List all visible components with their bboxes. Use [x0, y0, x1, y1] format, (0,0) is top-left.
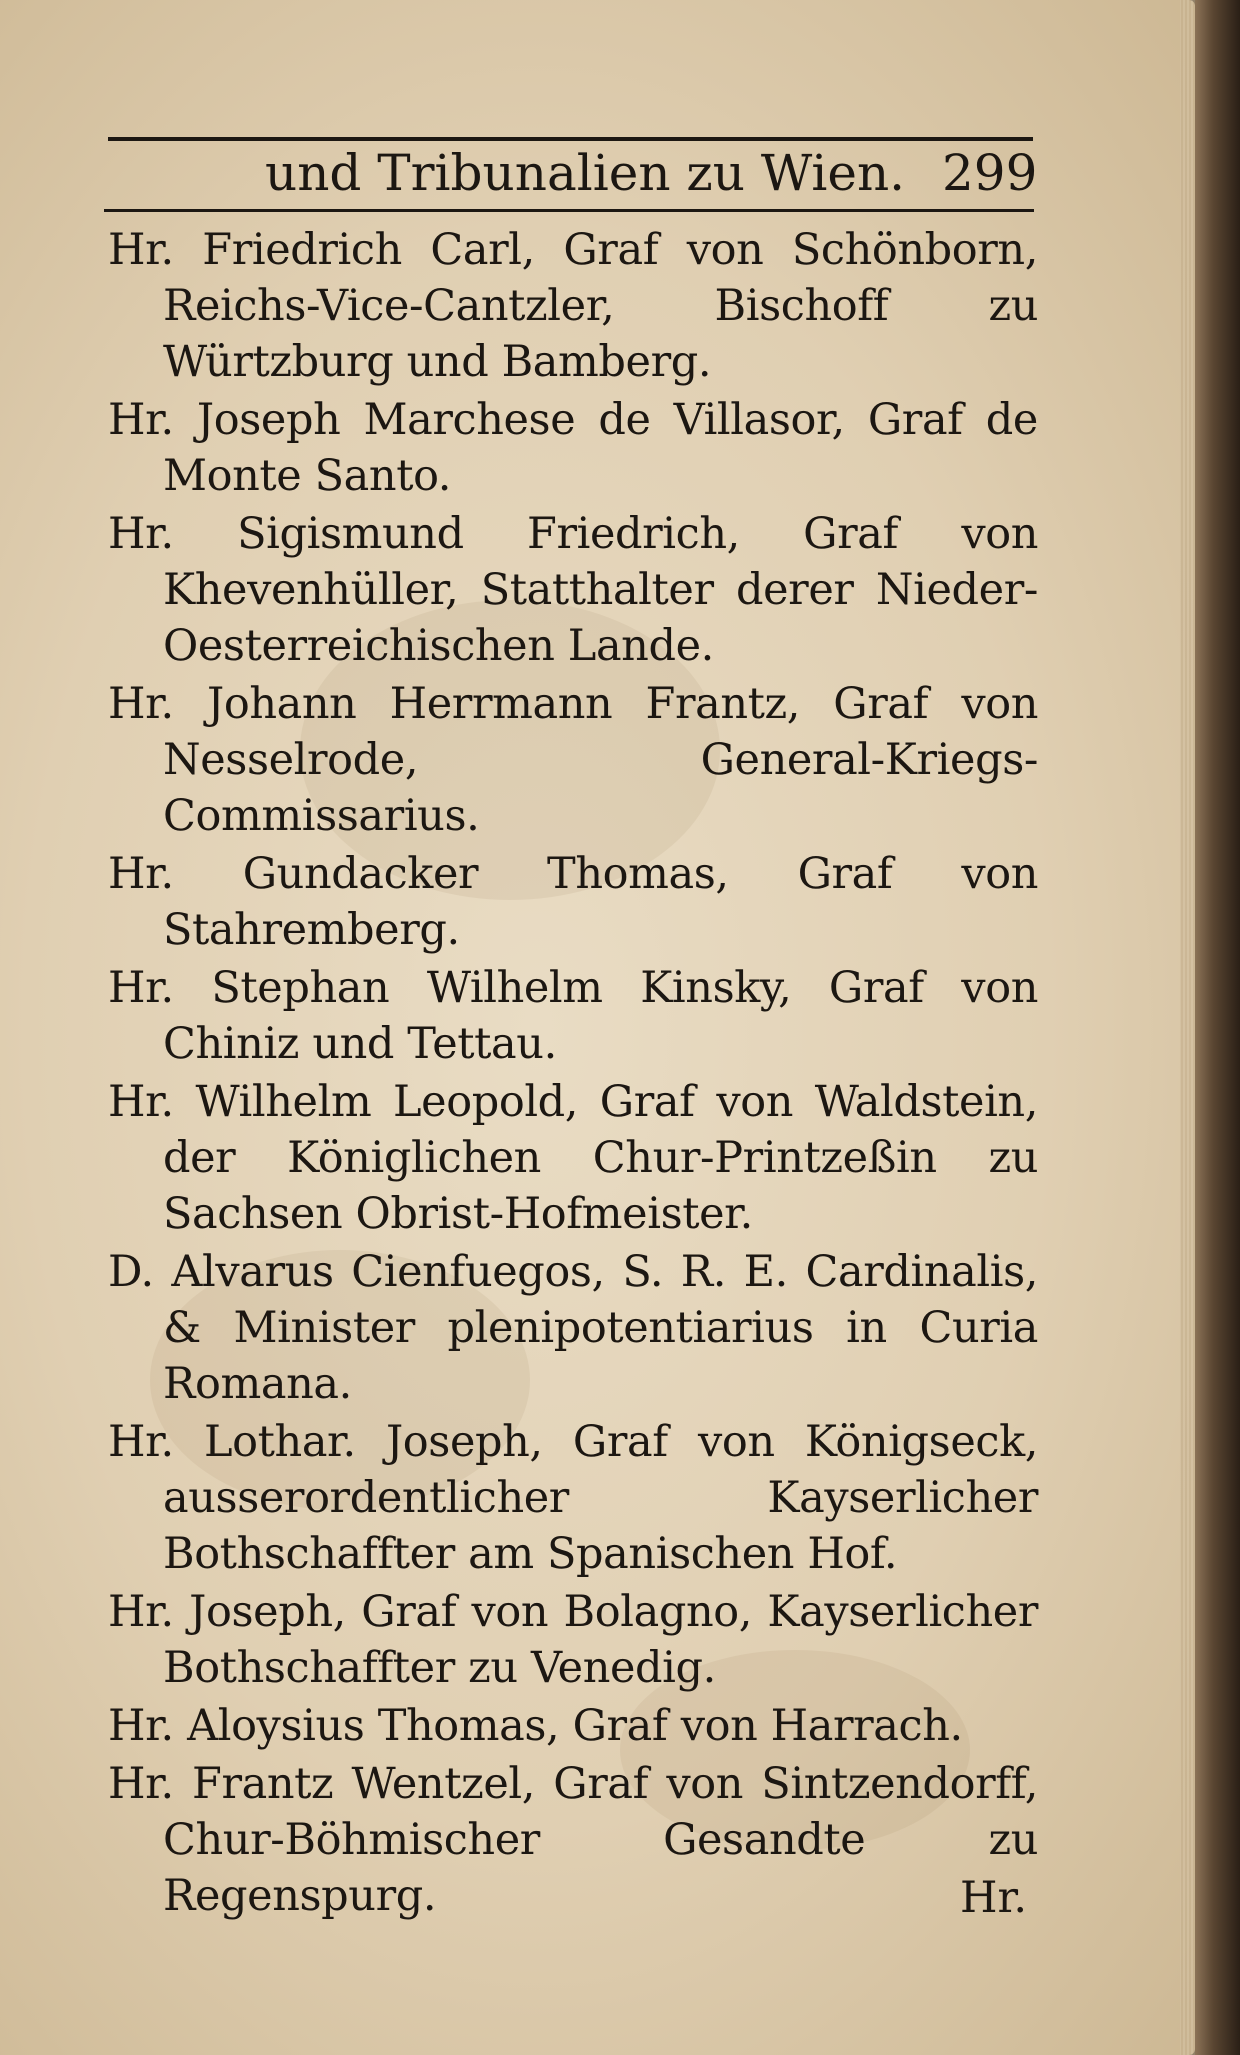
- running-header: und Tribunalien zu Wien.: [265, 144, 906, 202]
- list-item: Hr. Sigismund Friedrich, Graf von Khevenhüller, Statthalter derer Nieder-Oesterreichischen Lande.: [108, 509, 1038, 671]
- list-item: Hr. Gundacker Thomas, Graf von Stahremberg.: [108, 849, 1038, 955]
- book-spine-shadow: [1195, 0, 1240, 2055]
- list-item: Hr. Johann Herrmann Frantz, Graf von Nesselrode, General-Kriegs-Commissarius.: [108, 679, 1038, 841]
- list-item: Hr. Wilhelm Leopold, Graf von Waldstein, der Königlichen Chur-Printzeßin zu Sachsen Obrist-Hofmeister.: [108, 1077, 1038, 1239]
- list-item: Hr. Frantz Wentzel, Graf von Sintzendorff, Chur-Böhmischer Gesandte zu Regenspurg.: [108, 1759, 1038, 1921]
- list-item: D. Alvarus Cienfuegos, S. R. E. Cardinalis, & Minister plenipotentiarius in Curia Romana.: [108, 1247, 1038, 1409]
- list-item: Hr. Stephan Wilhelm Kinsky, Graf von Chiniz und Tettau.: [108, 963, 1038, 1069]
- header-rule-bottom: [104, 209, 1034, 212]
- list-item: Hr. Joseph Marchese de Villasor, Graf de Monte Santo.: [108, 395, 1038, 501]
- list-item: Hr. Lothar. Joseph, Graf von Königseck, ausserordentlicher Kayserlicher Bothschaffter am Spanischen Hof.: [108, 1417, 1038, 1579]
- list-item: Hr. Joseph, Graf von Bolagno, Kayserlicher Bothschaffter zu Venedig.: [108, 1587, 1038, 1693]
- page-number: 299: [942, 144, 1038, 202]
- catchword: Hr.: [960, 1873, 1027, 1923]
- list-item: Hr. Aloysius Thomas, Graf von Harrach.: [108, 1701, 963, 1751]
- entry-list: [108, 222, 1038, 1926]
- list-item: Hr. Friedrich Carl, Graf von Schönborn, Reichs-Vice-Cantzler, Bischoff zu Würtzburg und Bamberg.: [108, 225, 1038, 387]
